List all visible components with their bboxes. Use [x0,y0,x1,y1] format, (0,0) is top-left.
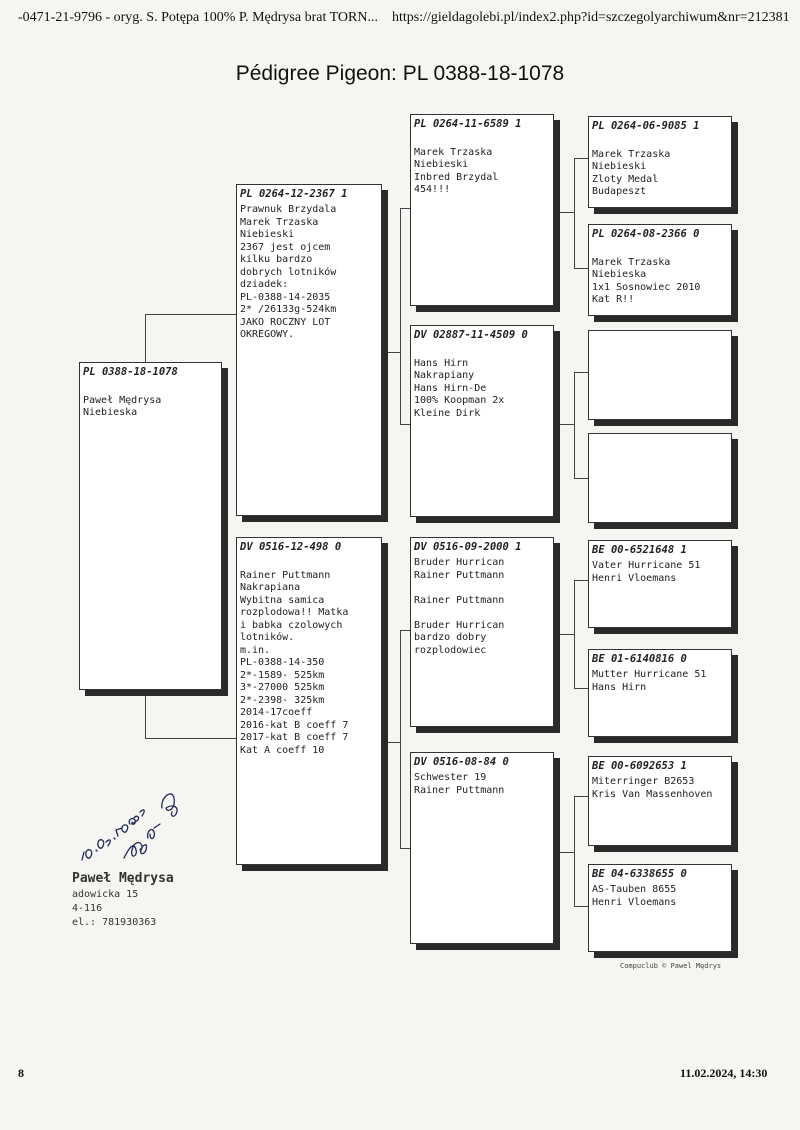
card-line [414,345,550,358]
card-line: Hans Hirn-De [414,382,487,394]
card-line: Marek Trzaska [592,256,671,268]
card-line: Niebieska [592,269,647,280]
pedigree-card-empty [588,433,732,523]
card-line: Rainer Puttmann [414,594,505,606]
pedigree-card-dam-dam-sire [588,756,732,846]
card-line: Bruder Hurrican [414,557,505,568]
page-title: Pédigree Pigeon: PL 0388-18-1078 [235,62,565,85]
connector-line [145,314,146,362]
ring-number: BE 04-6338655 0 [592,868,687,880]
card-line: Niebieski [240,229,295,240]
card-line: Nakrapiany [414,370,475,381]
connector-line [400,424,410,425]
connector-line [574,372,588,373]
card-line: Henri Vloemans [592,896,677,908]
pedigree-card-sire-sire [410,114,554,306]
card-line: 2014-17coeff [240,707,313,718]
connector-line [145,314,237,315]
card-line: Prawnuk Brzydala [240,204,337,215]
card-line: Budapeszt [592,186,647,197]
card-line: Bruder Hurrican [414,619,505,631]
card-line: Niebieski [592,161,647,172]
card-line: Rainer Puttmann [414,569,505,581]
card-line: 1x1 Sosnowiec 2010 [592,281,701,293]
stamp-line: 4-116 [72,903,103,914]
pedigree-card-empty [588,330,732,420]
connector-line [145,690,146,738]
card-line: Rainer Puttmann [414,784,505,796]
card-line: Rainer Puttmann [240,569,331,581]
card-line: Vater Hurricane 51 [592,560,701,571]
connector-line [386,742,400,743]
card-line: lotników. [240,632,295,643]
pedigree-card-dam [236,537,382,865]
connector-line [400,208,401,424]
card-line: 2016-kat B coeff 7 [240,719,349,731]
card-line [592,136,728,149]
card-line: Mutter Hurricane 51 [592,669,707,680]
card-line: PL-0388-14-350 [240,657,325,668]
card-line: 2*-1589- 525km [240,669,325,681]
card-line [83,382,218,395]
connector-line [400,630,401,848]
ring-number: PL 0264-06-9085 1 [592,120,700,132]
connector-line [400,630,410,631]
card-line: OKREGOWY. [240,329,295,340]
card-line: Paweł Mędrysa [83,394,162,406]
card-line [240,557,378,570]
card-line: 2017-kat B coeff 7 [240,732,349,743]
card-line: Niebieska [83,407,138,418]
card-line: Nakrapiana [240,582,301,593]
connector-line [400,848,410,849]
card-line: AS-Tauben 8655 [592,884,677,895]
copyright-note: Compuclub © Pawel Mędrys [620,962,722,970]
card-line: rozplodowiec [414,644,487,656]
card-line: 3*-27000 525km [240,682,325,693]
ring-number: DV 0516-09-2000 1 [414,541,522,553]
card-line: m.in. [240,644,271,656]
connector-line [574,580,575,688]
stamp-line: el.: 781930363 [72,917,157,928]
pedigree-card-dam-sire-sire [588,540,732,628]
card-line: 2367 jest ojcem [240,241,331,253]
card-line: Kat A coeff 10 [240,744,325,756]
connector-line [560,852,574,853]
connector-line [560,212,574,213]
card-line [414,582,550,595]
card-line: kilku bardzo [240,254,313,265]
pedigree-card-sire [236,184,382,516]
card-line: Kat R!! [592,294,635,305]
card-line: Henri Vloemans [592,572,677,584]
ring-number: PL 0264-08-2366 0 [592,228,700,240]
card-line: 100% Koopman 2x [414,395,505,406]
card-line: dziadek: [240,279,289,290]
ring-number: BE 00-6521648 1 [592,544,687,556]
card-line: Marek Trzaska [592,148,671,160]
ring-number: DV 0516-08-84 0 [414,756,509,768]
card-line: 2* /26133g-524km [240,304,337,315]
pedigree-card-dam-sire [410,537,554,727]
connector-line [560,634,574,635]
card-line: bardzo dobry [414,632,487,643]
card-line: dobrych lotników [240,266,337,278]
connector-line [574,158,575,268]
ring-number: DV 0516-12-498 0 [240,541,342,553]
card-line: Kris Van Massenhoven [592,788,713,800]
card-line: Kleine Dirk [414,407,481,419]
stamp-line: adowicka 15 [72,889,139,900]
connector-line [386,352,400,353]
connector-line [574,688,588,689]
card-line [592,244,728,257]
card-line [414,607,550,620]
card-line: Miterringer B2653 [592,776,695,787]
connector-line [574,268,588,269]
card-line: i babka czolowych [240,619,343,631]
card-line: rozplodowa!! Matka [240,607,349,618]
pedigree-card-sire-sire-dam [588,224,732,316]
connector-line [574,372,575,478]
header-document-title: -0471-21-9796 - oryg. S. Potępa 100% P. Mędrysa brat TORN... [18,10,378,25]
card-line: Inbred Brzydal [414,171,499,183]
handwritten-signature [70,758,200,878]
pedigree-card-dam-sire-dam [588,649,732,737]
card-line: JAKO ROCZNY LOT [240,316,331,328]
connector-line [400,208,410,209]
ring-number: DV 02887-11-4509 0 [414,329,528,341]
pedigree-card-main [79,362,222,690]
pedigree-card-dam-dam-dam [588,864,732,952]
card-line: 454!!! [414,184,451,195]
connector-line [560,424,574,425]
connector-line [574,580,588,581]
connector-line [574,478,588,479]
card-line: Schwester 19 [414,772,487,783]
card-line: Niebieski [414,159,469,170]
print-datetime: 11.02.2024, 14:30 [680,1066,768,1080]
ring-number: PL 0264-11-6589 1 [414,118,522,130]
card-line: Hans Hirn [592,681,647,693]
card-line: Zloty Medal [592,173,659,185]
pedigree-card-sire-sire-sire [588,116,732,208]
ring-number: BE 01-6140816 0 [592,653,687,665]
pedigree-card-sire-dam [410,325,554,517]
page-number: 8 [18,1066,24,1080]
card-line: Wybitna samica [240,594,325,606]
card-line: Hans Hirn [414,357,469,369]
pedigree-card-dam-dam [410,752,554,944]
stamp-name: Paweł Mędrysa [72,871,174,886]
connector-line [574,158,588,159]
ring-number: PL 0388-18-1078 [83,366,178,378]
card-line: PL-0388-14-2035 [240,291,331,303]
card-line: 2*-2398- 325km [240,694,325,706]
breeder-stamp [72,872,174,930]
header-url: https://gieldagolebi.pl/index2.php?id=szczegolyarchiwum&nr=212381 [392,10,790,25]
ring-number: BE 00-6092653 1 [592,760,687,772]
card-line [414,134,550,147]
ring-number: PL 0264-12-2367 1 [240,188,348,200]
connector-line [574,906,588,907]
connector-line [574,796,588,797]
card-line: Marek Trzaska [240,216,319,228]
connector-line [145,738,237,739]
card-line: Marek Trzaska [414,146,493,158]
connector-line [574,796,575,906]
